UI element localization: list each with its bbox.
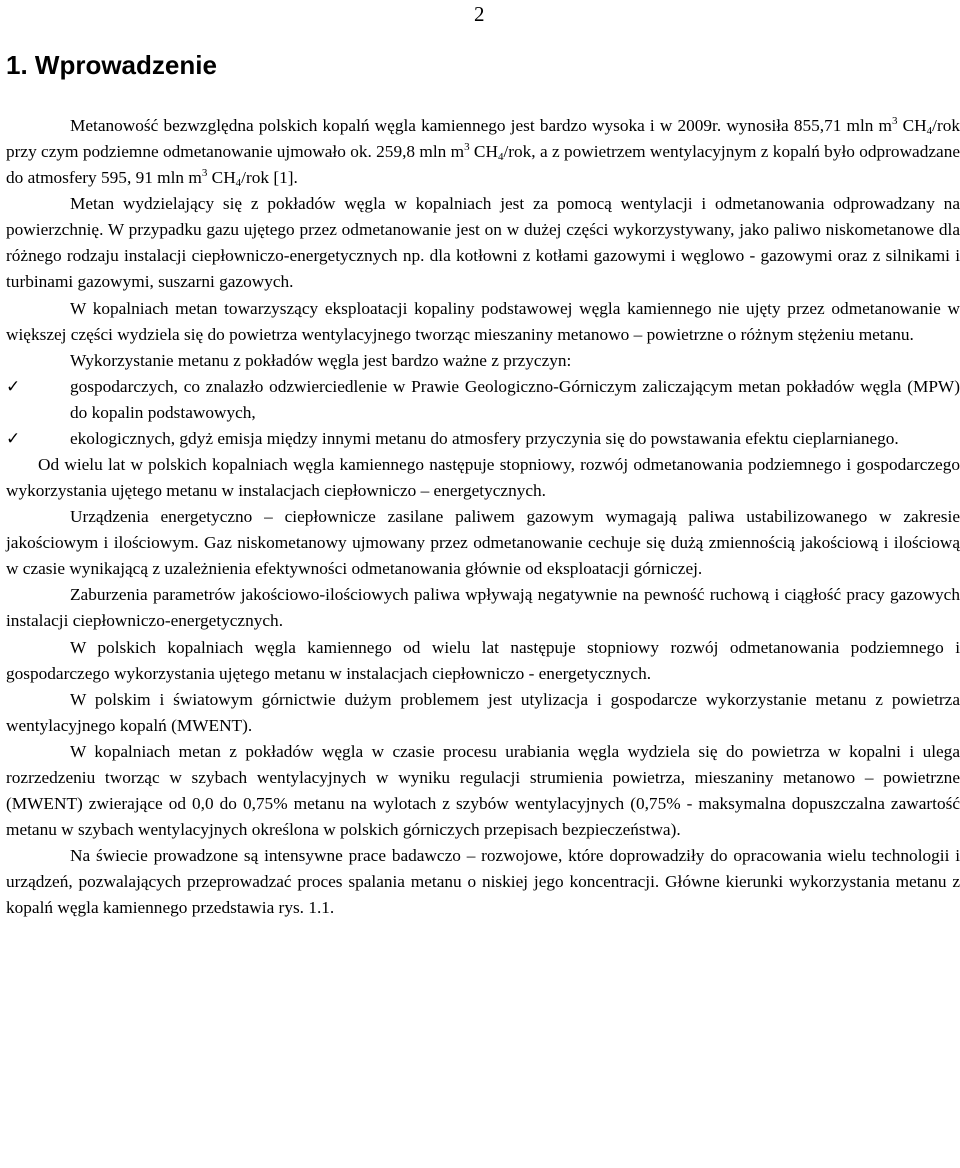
reasons-list [6,374,960,452]
section-heading: 1. Wprowadzenie [6,50,217,80]
paragraph-polish-mines: W polskich kopalniach węgla kamiennego od wielu lat następuje stopniowy rozwój odmetanowania podziemnego i gospodarczego wykorzystania ujętego metanu w instalacjach ciepłowniczo - energetycznych. [6,637,960,683]
paragraph-mwent-description: W kopalniach metan z pokładów węgla w czasie procesu urabiania węgla wydziela się do powietrza w kopalni i ulega rozrzedzeniu tworząc w szybach wentylacyjnych w wyniku regulacji strumienia powietrza, mieszaniny metanowo – powietrzne (MWENT) zwierające od 0,0 do 0,75% metanu na wylotach z szybów wentylacyjnych (0,75% - maksymalna dopuszczalna zawartość metanu w szybach wentylacyjnych określona w polskich górniczych przepisach bezpieczeństwa). [6,741,960,840]
paragraph-mwent-problem: W polskim i światowym górnictwie dużym problemem jest utylizacja i gospodarcze wykorzystanie metanu z powietrza wentylacyjnego kopalń (MWENT). [6,689,960,735]
paragraph-ventilation-air: W kopalniach metan towarzyszący eksploatacji kopaliny podstawowej węgla kamiennego nie ujęty przez odmetanowanie w większej części wydziela się do powietrza wentylacyjnego tworząc mieszaniny metanowo – powietrzne o różnym stężeniu metanu. [6,298,960,344]
checkmark-icon: ✓ [6,376,21,397]
paragraph-disturbances: Zaburzenia parametrów jakościowo-ilościowych paliwa wpływają negatywnie na pewność ruchową i ciągłość pracy gazowych instalacji ciepłowniczo-energetycznych. [6,585,960,631]
paragraph-development: Od wielu lat w polskich kopalniach węgla kamiennego następuje stopniowy, rozwój odmetanowania podziemnego i gospodarczego wykorzystania ujętego metanu w instalacjach ciepłowniczo – energetycznych. [6,455,960,501]
paragraph-reasons-intro: Wykorzystanie metanu z pokładów węgla jest bardzo ważne z przyczyn: [70,350,572,370]
paragraph-methane-drainage: Metan wydzielający się z pokładów węgla w kopalniach jest za pomocą wentylacji i odmetanowania odprowadzany na powierzchnię. W przypadku gazu ujętego przez odmetanowanie jest on w dużej części wykorzystywany, jako paliwo niskometanowe dla różnego rodzaju instalacji ciepłowniczo-energetycznych np. dla kotłowni z kotłami gazowymi i węglowo - gazowymi oraz z silnikami i turbinami gazowymi, suszarni gazowych. [6,194,960,292]
page-number: 2 [474,2,485,26]
body-text [6,113,960,921]
list-item: ✓ ekologicznych, gdyż emisja między innymi metanu do atmosfery przyczynia się do powstawania efektu cieplarnianego. [6,426,960,452]
list-item: ✓ gospodarczych, co znalazło odzwierciedlenie w Prawie Geologiczno-Górniczym zaliczającym metan pokładów węgla (MPW) do kopalin podstawowych, [6,374,960,426]
paragraph-methane-emissions: Metanowość bezwzględna polskich kopalń węgla kamiennego jest bardzo wysoka i w 2009r. wynosiła 855,71 mln $m^3$ $CH_4$/rok przy czym podziemne odmetanowanie ujmowało ok. 259,8 mln $m^3$ $CH_4$/rok, a z powietrzem wentylacyjnym z kopalń było odprowadzane do atmosfery 595, 91 mln $m^3$ $CH_4$/rok [1]. [6,115,960,190]
checkmark-icon: ✓ [6,428,21,449]
paragraph-equipment: Urządzenia energetyczno – ciepłownicze zasilane paliwem gazowym wymagają paliwa ustabilizowanego w zakresie jakościowym i ilościowym. Gaz niskometanowy ujmowany przez odmetanowanie cechuje się dużą zmiennością jakościową i ilościową w czasie wynikającą z uzależnienia efektywności odmetanowania głównie od eksploatacji górniczej. [6,507,960,579]
paragraph-research: Na świecie prowadzone są intensywne prace badawczo – rozwojowe, które doprowadziły do opracowania wielu technologii i urządzeń, pozwalających przeprowadzać proces spalania metanu o niskiej jego koncentracji. Główne kierunki wykorzystania metanu z kopalń węgla kamiennego przedstawia rys. 1.1. [6,846,960,918]
